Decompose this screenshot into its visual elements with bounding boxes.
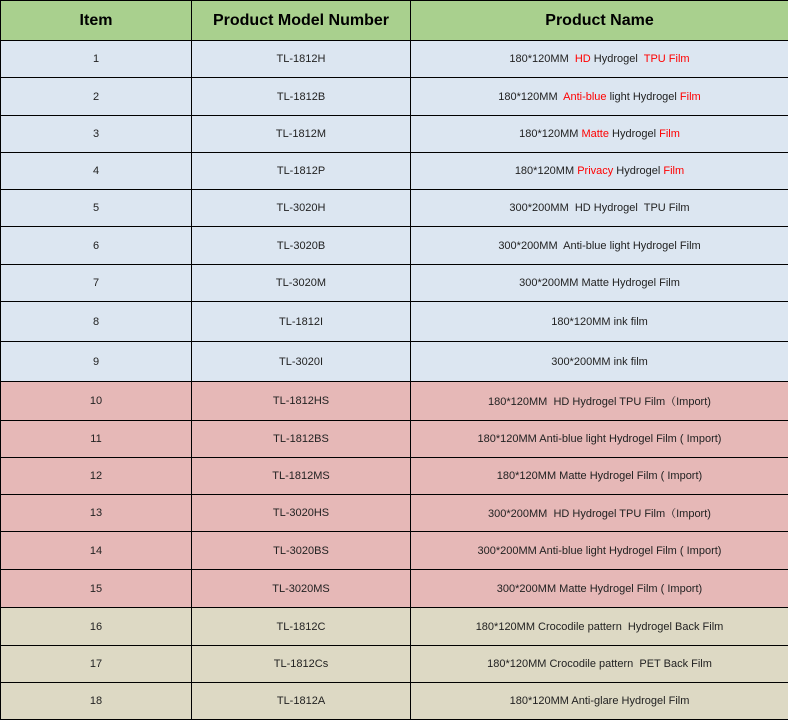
table-row <box>1 458 788 495</box>
cell-product-name <box>411 302 788 342</box>
table-row <box>1 78 788 116</box>
table-row <box>1 570 788 608</box>
table-row <box>1 302 788 342</box>
cell-product-name <box>411 382 788 421</box>
cell-item: 3 <box>1 116 192 153</box>
cell-item: 18 <box>1 683 192 720</box>
cell-model-number: TL-1812A <box>192 683 411 720</box>
cell-item: 9 <box>1 342 192 382</box>
header-row <box>1 1 788 41</box>
name-highlight: Matte <box>581 128 609 140</box>
table-row <box>1 265 788 302</box>
name-text: 180*120MM Crocodile pattern PET Back Film <box>487 658 712 670</box>
table-row <box>1 683 788 720</box>
cell-product-name <box>411 342 788 382</box>
table-row <box>1 495 788 532</box>
cell-model-number: TL-1812BS <box>192 421 411 458</box>
cell-model-number: TL-1812I <box>192 302 411 342</box>
table-body <box>1 41 788 720</box>
cell-item: 7 <box>1 265 192 302</box>
cell-product-name <box>411 227 788 265</box>
cell-item: 16 <box>1 608 192 646</box>
cell-item: 15 <box>1 570 192 608</box>
name-highlight: TPU Film <box>643 53 690 65</box>
name-text: 180*120MM Matte Hydrogel Film ( Import) <box>496 470 703 482</box>
table-row <box>1 342 788 382</box>
cell-model-number: TL-3020M <box>192 265 411 302</box>
cell-model-number: TL-1812B <box>192 78 411 116</box>
cell-item: 6 <box>1 227 192 265</box>
name-text: Hydrogel <box>590 53 644 65</box>
cell-product-name <box>411 265 788 302</box>
name-text: 180*120MM <box>498 90 564 103</box>
cell-product-name <box>411 532 788 570</box>
table-row <box>1 153 788 190</box>
header-product-name: Product Name <box>411 1 788 41</box>
cell-product-name <box>411 78 788 116</box>
name-highlight: Film <box>679 90 701 103</box>
cell-product-name <box>411 683 788 720</box>
header-item: Item <box>1 1 192 41</box>
cell-model-number: TL-3020B <box>192 227 411 265</box>
name-highlight: Film <box>659 128 680 140</box>
name-text: 300*200MM Anti-blue light Hydrogel Film ( Import) <box>477 544 722 557</box>
name-highlight: Film <box>663 165 685 177</box>
cell-model-number: TL-1812HS <box>192 382 411 421</box>
cell-product-name <box>411 458 788 495</box>
name-text: 180*120MM HD Hydrogel TPU Film（Import) <box>488 396 711 408</box>
name-highlight: Privacy <box>577 165 614 177</box>
cell-model-number: TL-3020BS <box>192 532 411 570</box>
cell-product-name <box>411 495 788 532</box>
cell-model-number: TL-1812C <box>192 608 411 646</box>
name-highlight: Anti-blue <box>563 90 607 103</box>
name-text: Hydrogel <box>608 128 660 140</box>
table-row <box>1 532 788 570</box>
table-row <box>1 41 788 78</box>
cell-model-number: TL-1812M <box>192 116 411 153</box>
cell-model-number: TL-1812MS <box>192 458 411 495</box>
name-text: 300*200MM HD Hydrogel TPU Film <box>509 202 690 214</box>
cell-product-name <box>411 570 788 608</box>
cell-product-name <box>411 116 788 153</box>
cell-item: 14 <box>1 532 192 570</box>
cell-model-number: TL-1812Cs <box>192 646 411 683</box>
name-text: 300*200MM Matte Hydrogel Film ( Import) <box>496 582 703 595</box>
name-text: 180*120MM Anti-blue light Hydrogel Film ( Import) <box>477 433 722 445</box>
header-model-number: Product Model Number <box>192 1 411 41</box>
table-row <box>1 646 788 683</box>
cell-product-name <box>411 421 788 458</box>
name-text: 300*200MM ink film <box>551 355 648 368</box>
name-text: 300*200MM HD Hydrogel TPU Film（Import) <box>488 508 711 520</box>
name-text: 180*120MM Anti-glare Hydrogel Film <box>509 695 690 707</box>
name-text: 180*120MM Crocodile pattern Hydrogel Back Film <box>475 620 724 633</box>
cell-item: 4 <box>1 153 192 190</box>
cell-item: 13 <box>1 495 192 532</box>
table-row <box>1 608 788 646</box>
table-row <box>1 116 788 153</box>
table-row <box>1 190 788 227</box>
cell-product-name <box>411 153 788 190</box>
cell-model-number: TL-1812H <box>192 41 411 78</box>
cell-product-name <box>411 608 788 646</box>
cell-item: 10 <box>1 382 192 421</box>
cell-model-number: TL-3020MS <box>192 570 411 608</box>
cell-model-number: TL-3020HS <box>192 495 411 532</box>
name-text: 300*200MM Matte Hydrogel Film <box>519 277 680 289</box>
cell-item: 17 <box>1 646 192 683</box>
cell-item: 8 <box>1 302 192 342</box>
table-row <box>1 227 788 265</box>
cell-product-name <box>411 646 788 683</box>
cell-model-number: TL-1812P <box>192 153 411 190</box>
name-text: 180*120MM <box>514 165 578 177</box>
cell-item: 1 <box>1 41 192 78</box>
name-text: light Hydrogel <box>606 90 680 103</box>
name-text: 300*200MM Anti-blue light Hydrogel Film <box>498 239 701 252</box>
table-row <box>1 421 788 458</box>
cell-model-number: TL-3020I <box>192 342 411 382</box>
cell-model-number: TL-3020H <box>192 190 411 227</box>
cell-item: 11 <box>1 421 192 458</box>
table-row <box>1 382 788 421</box>
name-text: 180*120MM <box>519 128 582 140</box>
name-highlight: HD <box>574 53 591 65</box>
cell-item: 5 <box>1 190 192 227</box>
cell-product-name <box>411 190 788 227</box>
name-text: 180*120MM ink film <box>551 315 648 328</box>
cell-product-name <box>411 41 788 78</box>
name-text: 180*120MM <box>509 53 575 65</box>
name-text: Hydrogel <box>613 165 664 177</box>
cell-item: 12 <box>1 458 192 495</box>
cell-item: 2 <box>1 78 192 116</box>
